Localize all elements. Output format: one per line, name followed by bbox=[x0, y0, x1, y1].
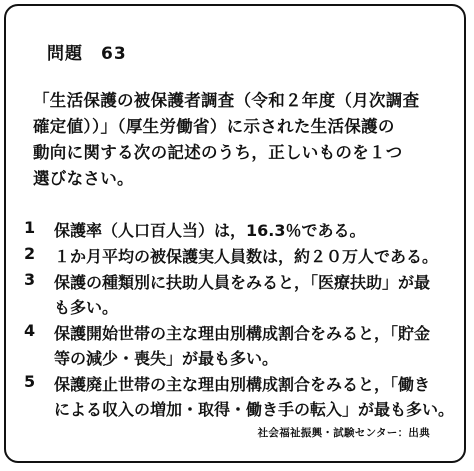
stem-line: 動向に関する次の記述のうち，正しいものを１つ bbox=[33, 143, 403, 162]
question-card bbox=[4, 4, 466, 463]
question-number: 問題 63 bbox=[47, 44, 127, 64]
choice-number: 4 bbox=[24, 321, 36, 340]
choice-1[interactable] bbox=[20, 218, 460, 243]
choice-text bbox=[54, 321, 460, 371]
choice-line: 等の減少・喪失」が最も多い。 bbox=[54, 349, 279, 368]
choice-line: も多い。 bbox=[54, 298, 119, 317]
stem-line: 「生活保護の被保護者調査（令和２年度（月次調査 bbox=[33, 91, 420, 110]
choice-number: 1 bbox=[24, 218, 36, 237]
stem-line: 確定値））」（厚生労働省）に示された生活保護の bbox=[33, 117, 395, 136]
choice-number: 3 bbox=[24, 270, 36, 289]
choice-line: 保護開始世帯の主な理由別構成割合をみると，「貯金 bbox=[54, 324, 431, 343]
choice-line: 保護の種類別に扶助人員をみると，「医療扶助」が最 bbox=[54, 273, 431, 292]
choice-line: 保護廃止世帯の主な理由別構成割合をみると，「働き bbox=[54, 375, 431, 394]
choice-number: 5 bbox=[24, 372, 36, 391]
choice-5[interactable] bbox=[20, 372, 460, 422]
choice-4[interactable] bbox=[20, 321, 460, 371]
choice-2[interactable] bbox=[20, 244, 460, 269]
choice-text bbox=[54, 218, 460, 243]
source-credit: 社会福祉振興・試験センター：出典 bbox=[257, 427, 430, 439]
stem-line: 選びなさい。 bbox=[33, 169, 134, 188]
choice-list bbox=[20, 218, 460, 423]
choice-text bbox=[54, 244, 460, 269]
question-stem bbox=[33, 88, 453, 192]
choice-line: １か月平均の被保護実人員数は，約２０万人である。 bbox=[54, 247, 439, 266]
choice-line: による収入の増加・取得・働き手の転入」が最も多い。 bbox=[54, 400, 455, 419]
choice-text bbox=[54, 270, 460, 320]
choice-text bbox=[54, 372, 460, 422]
choice-line: 保護率（人口百人当）は，16.3％である。 bbox=[54, 221, 366, 240]
choice-3[interactable] bbox=[20, 270, 460, 320]
choice-number: 2 bbox=[24, 244, 36, 263]
